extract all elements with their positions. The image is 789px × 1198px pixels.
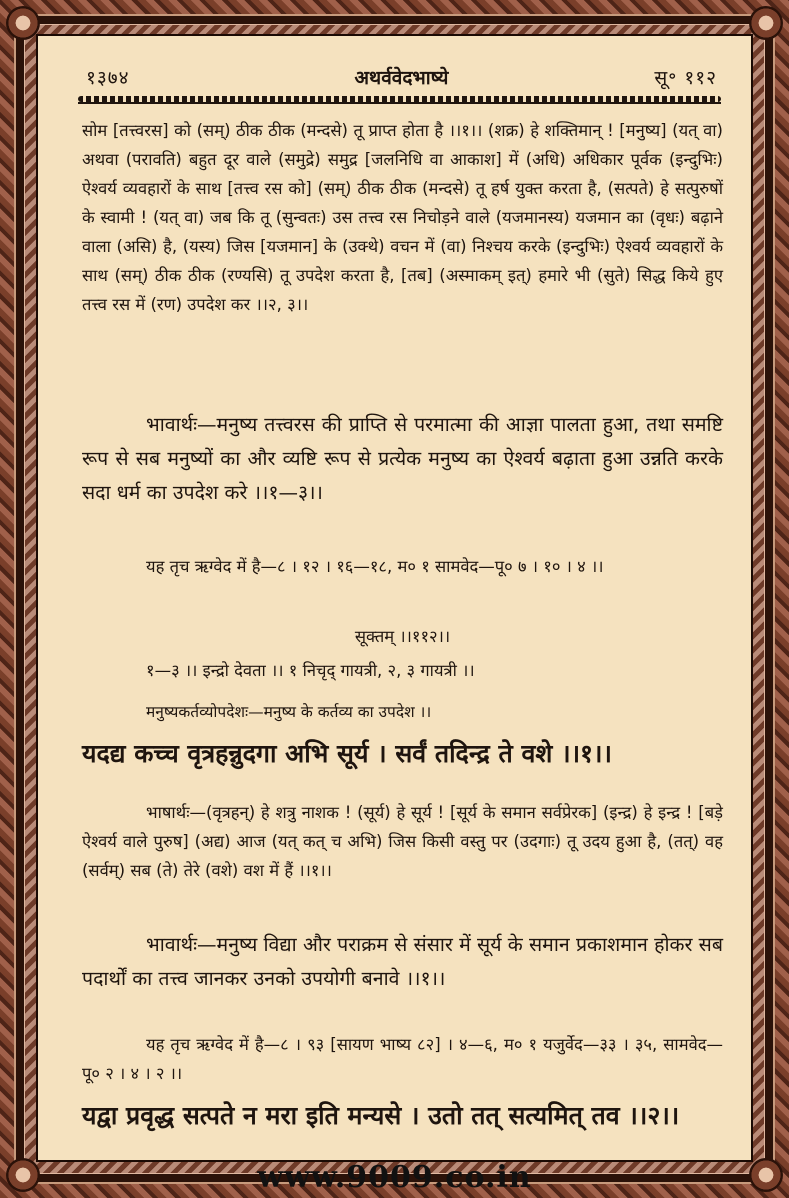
bhavartha-1: भावार्थः—मनुष्य विद्या और पराक्रम से संसार में सूर्य के समान प्रकाशमान होकर सब पदार्थों का तत्त्व जानकर उनको उपयोगी बनावे ।।१।। (82, 933, 723, 990)
sukta-reference: सू॰ ११२ (654, 67, 717, 89)
book-title: अथर्ववेदभाष्ये (354, 67, 449, 89)
mantra-1: यदद्य कच्च वृत्रहन्नुदगा अभि सूर्य । सर्वं तदिन्द्र ते वशे ।।१।। (82, 739, 612, 768)
corner-ornament (749, 6, 783, 40)
scanned-page (36, 34, 753, 1162)
page-number: १३७४ (86, 67, 130, 89)
previous-rigveda-reference: यह तृच ऋग्वेद में है—८ । १२ । १६—१८, म० १ सामवेद—पू० ७ । १० । ४ ।। (146, 557, 604, 576)
website-watermark: www.9009.co.in (257, 1160, 532, 1195)
corner-ornament (6, 6, 40, 40)
previous-bhavartha: भावार्थः—मनुष्य तत्त्वरस की प्राप्ति से परमात्मा की आज्ञा पालता हुआ, तथा समष्टि रूप से सब मनुष्यों का और व्यष्टि रूप से प्रत्येक मनुष्य का ऐश्वर्य बढ़ाता हुआ उन्नति करके सदा धर्म का उपदेश करे ।।१—३।। (82, 413, 723, 504)
subject-line: मनुष्यकर्तव्योपदेशः—मनुष्य के कर्तव्य का उपदेश ।। (146, 703, 432, 721)
bhashya-1: भाषार्थः—(वृत्रहन्) हे शत्रु नाशक ! (सूर्य) हे सूर्य ! [सूर्य के समान सर्वप्रेरक] (इन्द्र) हे इन्द्र ! [बड़े ऐश्वर्य वाले पुरुष] (अद्य) आज (यत् कत् च अभि) जिस किसी वस्तु पर (उदगाः) तू उदय हुआ है, (तत्) वह (सर्वम्) सब (ते) तेरे (वशे) वश में हैं ।।१।। (82, 803, 723, 880)
rigveda-reference-1: यह तृच ऋग्वेद में है—८ । ९३ [सायण भाष्य ८२] । ४—६, म० १ यजुर्वेद—३३ । ३५, सामवेद—पू० २ । ४ । २ ।। (82, 1035, 723, 1083)
previous-commentary: सोम [तत्त्वरस] को (सम्) ठीक ठीक (मन्दसे) तू प्राप्त होता है ।।१।। (शक्र) हे शक्तिमान् ! [मनुष्य] (यत् वा) अथवा (परावति) बहुत दूर वाले (समुद्रे) समुद्र [जलनिधि वा आकाश] में (अधि) अधिकार पूर्वक (इन्दुभिः) ऐश्वर्य व्यवहारों के साथ [तत्त्व रस को] (सम्) ठीक ठीक (मन्दसे) तू हर्ष युक्त करता है, (सत्पते) हे सत्पुरुषों के स्वामी ! (यत् वा) जब कि तू (सुन्वतः) उस तत्त्व रस निचोड़ने वाले (यजमानस्य) यजमान का (वृधः) बढ़ाने वाला (असि) है, (यस्य) जिस [यजमान] के (उक्थे) वचन में (वा) निश्चय करके (इन्दुभिः) ऐश्वर्य व्यवहारों के साथ (सम्) ठीक ठीक (रण्यसि) तू उपदेश करता है, [तब] (अस्माकम् इत्) हमारे भी (सुते) सिद्ध किये हुए तत्त्व रस में (रण) उपदेश कर ।।२, ३।। (82, 121, 723, 314)
sukta-heading: सूक्तम् ।।११२।। (354, 627, 451, 646)
devata-line: १—३ ।। इन्द्रो देवता ।। १ निचृद् गायत्री, २, ३ गायत्री ।। (146, 661, 475, 680)
header-rule-line (78, 102, 721, 104)
mantra-2: यद्वा प्रवृद्ध सत्पते न मरा इति मन्यसे । उतो तत् सत्यमित् तव ।।२।। (82, 1101, 680, 1130)
page-header (86, 64, 717, 94)
